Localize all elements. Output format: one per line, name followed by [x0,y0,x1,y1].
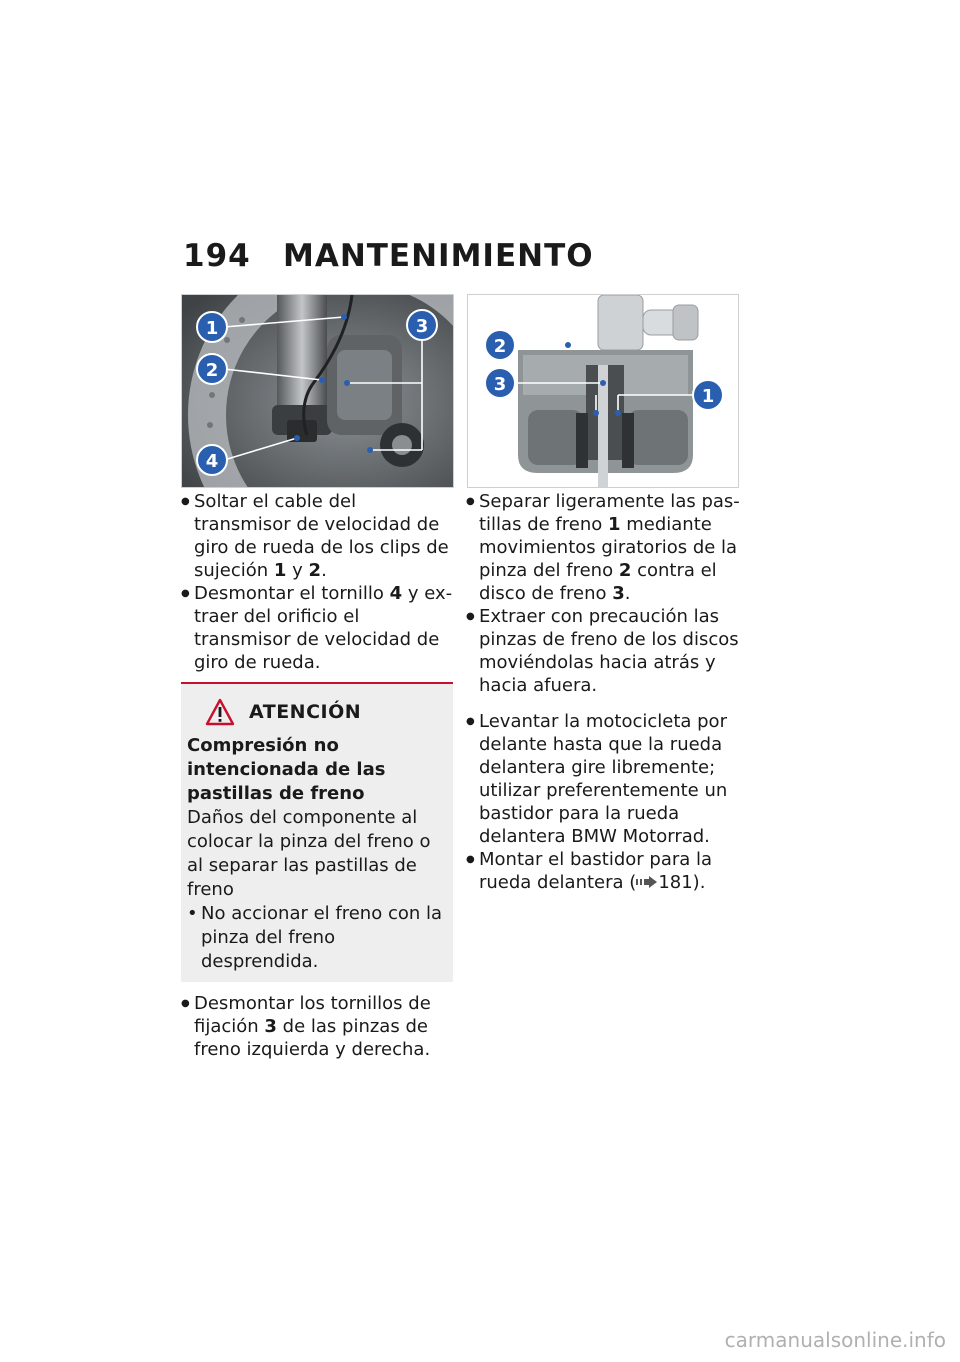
svg-text:2: 2 [205,360,219,381]
ref-number: 4 [389,583,403,604]
svg-text:3: 3 [493,374,507,395]
ref-number: 3 [264,1016,277,1037]
callout-3 [485,368,515,398]
ref-number: 2 [308,560,322,581]
callout-3 [407,310,437,340]
left-column [181,490,453,1061]
callout-1 [693,380,723,410]
svg-text:2: 2 [493,336,507,357]
warning-title: ATENCIÓN [249,700,362,723]
warning-bullet: • No accionar el freno con la pinza del freno desprendida. [187,902,447,974]
page-number: 194 [183,238,251,274]
figure-brake-caliper [467,294,739,488]
page-reference-arrow-icon [636,875,658,889]
warning-triangle-icon [205,698,235,726]
svg-text:4: 4 [205,451,219,472]
ref-number: 3 [612,583,625,604]
ref-number: 1 [273,560,287,581]
list-item: ● Levantar la motocicleta por delante hasta que la rueda delantera gire libremente; utilizar preferentemente un bastidor para la rueda delantera BMW Motorrad. [466,710,742,848]
list-item: ● Separar ligeramente las pastillas de freno 1 mediante movimientos giratorios de la pinza del freno 2 contra el disco de freno 3. [466,490,742,605]
callout-2 [197,354,227,384]
section-title: MANTENIMIENTO [283,238,594,274]
list-item: ● Desmontar los tornillos de fijación 3 de las pinzas de freno izquierda y derecha. [181,992,453,1061]
warning-description: Daños del componente al colocar la pinza del freno o al separar las pastillas de freno [187,807,431,900]
page-reference[interactable]: 181 [658,872,693,893]
callout-4 [197,445,227,475]
svg-text:1: 1 [205,318,219,339]
warning-subtitle: Compresión no intencionada de las pastillas de freno [187,735,386,804]
list-item: ● Extraer con precaución las pinzas de freno de los discos moviéndolas hacia atrás y hacia afuera. [466,605,742,697]
callout-2 [485,330,515,360]
right-column [466,490,742,894]
callout-1 [197,312,227,342]
ref-number: 1 [607,514,621,535]
figure-front-wheel-sensor [181,294,454,488]
list-item: ● Soltar el cable del transmisor de velocidad de giro de rueda de los clips de sujeción 1 y 2. [181,490,453,582]
page-header [183,238,594,274]
svg-text:1: 1 [701,386,715,407]
watermark-text: carmanualsonline.info [724,1328,946,1352]
warning-box [181,682,453,982]
list-item: ● Desmontar el tornillo 4 y extraer del orificio el transmisor de velocidad de giro de rueda. [181,582,453,674]
list-item: ● Montar el bastidor para la rueda delantera ( 181). [466,848,742,894]
ref-number: 2 [618,560,632,581]
svg-text:3: 3 [415,316,429,337]
